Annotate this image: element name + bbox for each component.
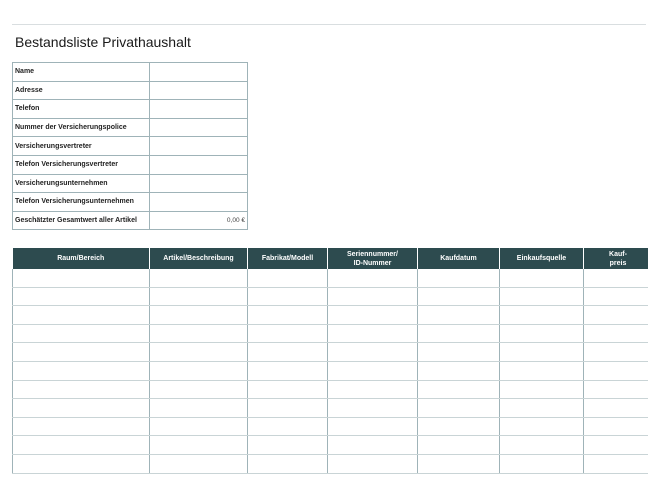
table-cell[interactable] bbox=[500, 454, 584, 473]
info-row bbox=[13, 100, 248, 119]
table-cell[interactable] bbox=[328, 436, 418, 455]
table-cell[interactable] bbox=[584, 436, 648, 455]
table-row bbox=[13, 324, 648, 343]
column-header-line1: Fabrikat/Modell bbox=[261, 255, 314, 262]
table-cell[interactable] bbox=[328, 306, 418, 325]
info-row bbox=[13, 137, 248, 156]
table-cell[interactable] bbox=[150, 287, 248, 306]
table-cell[interactable] bbox=[584, 306, 648, 325]
table-cell[interactable] bbox=[150, 361, 248, 380]
table-cell[interactable] bbox=[248, 399, 328, 418]
table-cell[interactable] bbox=[13, 306, 150, 325]
table-cell[interactable] bbox=[248, 417, 328, 436]
table-cell[interactable] bbox=[13, 269, 150, 287]
info-label: Telefon Versicherungsunternehmen bbox=[13, 193, 150, 212]
column-header-line1: Einkaufsquelle bbox=[516, 255, 567, 262]
table-cell[interactable] bbox=[584, 287, 648, 306]
info-row bbox=[13, 193, 248, 212]
info-label: Telefon bbox=[13, 100, 150, 119]
table-cell[interactable] bbox=[248, 361, 328, 380]
table-cell[interactable] bbox=[584, 324, 648, 343]
info-label: Versicherungsvertreter bbox=[13, 137, 150, 156]
table-cell[interactable] bbox=[418, 343, 500, 362]
column-header-line2: preis bbox=[609, 259, 627, 267]
table-cell[interactable] bbox=[584, 454, 648, 473]
table-cell[interactable] bbox=[328, 399, 418, 418]
table-cell[interactable] bbox=[13, 324, 150, 343]
table-cell[interactable] bbox=[584, 417, 648, 436]
table-cell[interactable] bbox=[13, 417, 150, 436]
column-header bbox=[500, 248, 584, 269]
table-cell[interactable] bbox=[150, 417, 248, 436]
table-cell[interactable] bbox=[584, 343, 648, 362]
column-header-line1: Kauf- bbox=[609, 250, 627, 258]
top-divider bbox=[12, 24, 646, 25]
table-cell[interactable] bbox=[418, 361, 500, 380]
info-row bbox=[13, 155, 248, 174]
table-cell[interactable] bbox=[418, 417, 500, 436]
info-value-cell[interactable] bbox=[150, 118, 248, 137]
info-value-cell[interactable] bbox=[150, 137, 248, 156]
column-header bbox=[150, 248, 248, 269]
info-row bbox=[13, 118, 248, 137]
table-cell[interactable] bbox=[248, 454, 328, 473]
table-cell[interactable] bbox=[328, 269, 418, 287]
table-cell[interactable] bbox=[13, 399, 150, 418]
table-cell[interactable] bbox=[248, 287, 328, 306]
table-cell[interactable] bbox=[418, 306, 500, 325]
inventory-header-row bbox=[13, 248, 648, 269]
table-row bbox=[13, 306, 648, 325]
table-cell[interactable] bbox=[418, 287, 500, 306]
table-cell[interactable] bbox=[500, 269, 584, 287]
info-label: Name bbox=[13, 63, 150, 82]
column-header bbox=[248, 248, 328, 269]
column-header-line1: Artikel/Beschreibung bbox=[163, 255, 234, 262]
column-header bbox=[584, 248, 648, 269]
table-cell[interactable] bbox=[500, 324, 584, 343]
info-row bbox=[13, 211, 248, 230]
table-cell[interactable] bbox=[150, 324, 248, 343]
table-cell[interactable] bbox=[328, 417, 418, 436]
table-cell[interactable] bbox=[150, 454, 248, 473]
table-row bbox=[13, 399, 648, 418]
table-row bbox=[13, 417, 648, 436]
info-value-cell[interactable] bbox=[150, 81, 248, 100]
info-value-cell[interactable] bbox=[150, 63, 248, 82]
table-cell[interactable] bbox=[13, 436, 150, 455]
table-row bbox=[13, 343, 648, 362]
table-cell[interactable] bbox=[150, 436, 248, 455]
info-value-cell[interactable] bbox=[150, 193, 248, 212]
table-cell[interactable] bbox=[500, 306, 584, 325]
column-header-line1: Kaufdatum bbox=[440, 255, 477, 262]
table-cell[interactable] bbox=[418, 269, 500, 287]
table-cell[interactable] bbox=[418, 436, 500, 455]
table-cell[interactable] bbox=[13, 287, 150, 306]
info-label: Telefon Versicherungsvertreter bbox=[13, 155, 150, 174]
info-value-cell[interactable]: 0,00 € bbox=[150, 211, 248, 230]
table-cell[interactable] bbox=[500, 417, 584, 436]
table-row bbox=[13, 361, 648, 380]
table-cell[interactable] bbox=[13, 343, 150, 362]
inventory-table bbox=[12, 248, 648, 474]
table-row bbox=[13, 436, 648, 455]
table-cell[interactable] bbox=[248, 324, 328, 343]
table-row bbox=[13, 287, 648, 306]
table-cell[interactable] bbox=[500, 399, 584, 418]
info-row bbox=[13, 174, 248, 193]
table-cell[interactable] bbox=[418, 399, 500, 418]
table-cell[interactable] bbox=[418, 324, 500, 343]
info-row bbox=[13, 63, 248, 82]
table-cell[interactable] bbox=[584, 380, 648, 399]
household-info-table bbox=[12, 62, 248, 230]
info-row bbox=[13, 81, 248, 100]
table-cell[interactable] bbox=[328, 380, 418, 399]
table-cell[interactable] bbox=[248, 436, 328, 455]
info-value-cell[interactable] bbox=[150, 155, 248, 174]
table-cell[interactable] bbox=[248, 306, 328, 325]
info-label: Versicherungsunternehmen bbox=[13, 174, 150, 193]
info-label: Nummer der Versicherungspolice bbox=[13, 118, 150, 137]
table-cell[interactable] bbox=[500, 361, 584, 380]
table-cell[interactable] bbox=[500, 380, 584, 399]
info-label: Adresse bbox=[13, 81, 150, 100]
table-cell[interactable] bbox=[13, 454, 150, 473]
table-cell[interactable] bbox=[150, 399, 248, 418]
table-cell[interactable] bbox=[584, 269, 648, 287]
info-value-cell[interactable] bbox=[150, 100, 248, 119]
table-cell[interactable] bbox=[500, 343, 584, 362]
info-label: Geschätzter Gesamtwert aller Artikel bbox=[13, 211, 150, 230]
column-header-line1: Raum/Bereich bbox=[57, 255, 105, 262]
table-cell[interactable] bbox=[418, 380, 500, 399]
table-cell[interactable] bbox=[248, 343, 328, 362]
table-cell[interactable] bbox=[150, 269, 248, 287]
table-row bbox=[13, 380, 648, 399]
column-header-line2: ID-Nummer bbox=[353, 259, 392, 267]
table-cell[interactable] bbox=[13, 380, 150, 399]
table-cell[interactable] bbox=[418, 454, 500, 473]
table-cell[interactable] bbox=[500, 436, 584, 455]
table-cell[interactable] bbox=[584, 361, 648, 380]
column-header bbox=[13, 248, 150, 269]
table-cell[interactable] bbox=[248, 269, 328, 287]
table-cell[interactable] bbox=[328, 343, 418, 362]
table-cell[interactable] bbox=[328, 361, 418, 380]
table-cell[interactable] bbox=[500, 287, 584, 306]
document-title: Bestandsliste Privathaushalt bbox=[15, 34, 191, 50]
table-cell[interactable] bbox=[328, 324, 418, 343]
table-cell[interactable] bbox=[328, 454, 418, 473]
table-cell[interactable] bbox=[150, 343, 248, 362]
column-header-line1: Seriennummer/ bbox=[347, 250, 398, 258]
column-header bbox=[418, 248, 500, 269]
table-row bbox=[13, 454, 648, 473]
table-cell[interactable] bbox=[584, 399, 648, 418]
table-cell[interactable] bbox=[150, 380, 248, 399]
table-cell[interactable] bbox=[150, 306, 248, 325]
info-value-cell[interactable] bbox=[150, 174, 248, 193]
table-row bbox=[13, 269, 648, 287]
column-header bbox=[328, 248, 418, 269]
table-cell[interactable] bbox=[13, 361, 150, 380]
table-cell[interactable] bbox=[328, 287, 418, 306]
table-cell[interactable] bbox=[248, 380, 328, 399]
